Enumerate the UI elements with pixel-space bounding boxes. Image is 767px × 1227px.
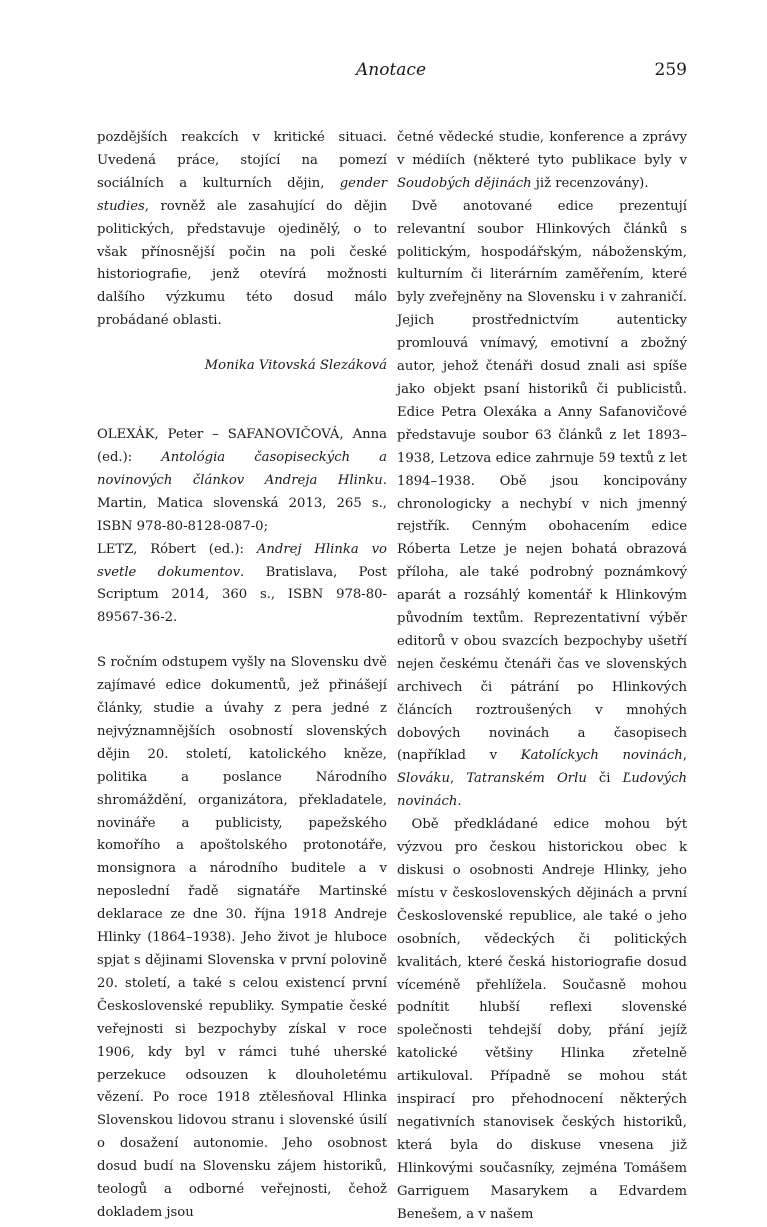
ref-publication: . Martin, Matica slovenská 2013, 265 s., ISBN 978-80-8128-087-0; bbox=[97, 472, 387, 534]
italic-term: gender studies bbox=[97, 175, 387, 214]
running-title: Anotace bbox=[356, 60, 427, 80]
text-run: pozdějších reakcích v kritické situaci. Uvedená práce, stojící na pomezí sociálních a kulturních dějin, bbox=[97, 130, 387, 191]
italic-journal: Soudobých dějinách bbox=[397, 175, 532, 191]
text-run: , bbox=[682, 748, 687, 764]
reviewer-signature: Monika Vitovská Slezáková bbox=[204, 358, 387, 374]
italic-newspaper: Slováku bbox=[397, 771, 450, 787]
paragraph-continued bbox=[397, 127, 687, 196]
bibliographic-reference-1 bbox=[97, 424, 387, 539]
text-run: již recenzovány). bbox=[531, 175, 649, 191]
paragraph-annotation-start: S ročním odstupem vyšly na Slovensku dvě zajímavé edice dokumentů, jež přinášejí články, studie a úvahy z pera jedné z nejvýznamnějších osobností slovenských dějin 20. století, katolického kněze, politika a poslance Národního shromáždění, organizátora, překladatele, novináře a publicisty, papežského komořího a apoštolského protonotáře, monsignora a národního buditele a v neposlední řadě signatáře Martinské deklarace ze dne 30. října 1918 Andreje Hlinky (1864–1938). Jeho život je hluboce spjat s dějinami Slovenska v první polovině 20. století, a také s celou existencí první Československé republiky. Sympatie české veřejnosti si bezpochyby získal v roce 1906, kdy byl v rámci tuhé uherské perzekuce odsouzen k dlouholetému vězení. Po roce 1918 ztělesňoval Hlinka Slovenskou lidovou stranu i slovenské úsilí o dosažení autonomie. Jeho osobnost dosud budí na Slovensku zájem historiků, teologů a odborné veřejnosti, čehož dokladem jsou bbox=[97, 655, 387, 1220]
ref-publication: . Bratislava, Post Scriptum 2014, 360 s., ISBN 978-80-89567-36-2. bbox=[97, 564, 387, 626]
text-run: četné vědecké studie, konference a zprávy v médiích (některé tyto publikace byly v bbox=[397, 130, 687, 168]
text-run: , bbox=[450, 771, 467, 787]
italic-newspaper: Ľudových novinách bbox=[397, 771, 687, 810]
paragraph-review-end bbox=[97, 127, 387, 333]
text-run: Dvě anotované edice prezentují relevantní soubor Hlinkových článků s politickým, hospodářským, náboženským, kulturním či literárním zaměřením, které byly zveřejněny na Slovensku i v zahraničí. Jejich prostřednictvím autenticky promlouvá vnímavý, emotivní a zbožný autor, jehož čtenáři dosud znali asi spíše jako objekt psaní historiků či publicistů. Edice Petra Olexáka a Anny Safanovičové představuje soubor 63 článků z let 1893–1938, Letzova edice zahrnuje 59 textů z let 1894–1938. Obě jsou koncipovány chronologicky a nechybí v nich jmenný rejstřík. Cenným obohacením edice Róberta Letze je nejen bohatá obrazová příloha, ale také podrobný poznámkový aparát a rozsáhlý komentář k Hlinkovým původním textům. Reprezentativní výběr editorů v obou svazcích bezpochyby ušetří nejen českému čtenáři čas ve slovenských archivech či pátrání po Hlinkových článcích roztroušených v mnohých dobových novinách a časopisech (například v bbox=[397, 198, 687, 764]
paragraph-editions bbox=[397, 196, 687, 814]
text-run: , rovněž ale zasahující do dějin politických, představuje ojedinělý, o to však přínosnější počin na poli české historiografie, jenž otevírá možnosti dalšího výzkumu této dosud málo probádané oblasti. bbox=[97, 198, 387, 329]
right-column bbox=[397, 127, 687, 1227]
left-column bbox=[97, 127, 387, 1225]
ref-authors: OLEXÁK, Peter – SAFANOVIČOVÁ, Anna (ed.): bbox=[97, 427, 387, 465]
ref-title: Andrej Hlinka vo svetle dokumentov bbox=[97, 541, 387, 580]
text-run: či bbox=[586, 771, 623, 787]
italic-newspaper: Katolíckych novinách bbox=[520, 748, 683, 764]
text-run: . bbox=[457, 794, 462, 810]
paragraph-conclusion: Obě předkládané edice mohou být výzvou pro českou historickou obec k diskusi o osobnosti Andreje Hlinky, jeho místu v československých dějinách a první Československé republice, ale také o jeho osobních, vědeckých či politických kvalitách, které česká historiografie dosud víceméně přehlížela. Současně mohou podnítit hlubší reflexi slovenské společnosti tehdejší doby, přání jejíž katolické většiny Hlinka zřetelně artikuloval. Případně se mohou stát inspirací pro přehodnocení některých negativních stanovisek českých historiků, která byla do diskuse vnesena již Hlinkovými současníky, zejména Tomášem Garriguem Masarykem a Edvardem Benešem, a v našem bbox=[397, 817, 687, 1222]
ref-title: Antológia časopiseckých a novinových článkov Andreja Hlinku bbox=[97, 449, 387, 488]
italic-newspaper: Tatranském Orlu bbox=[466, 771, 587, 787]
bibliographic-reference-2 bbox=[97, 539, 387, 631]
ref-authors: LETZ, Róbert (ed.): bbox=[97, 541, 257, 557]
page-number: 259 bbox=[654, 60, 687, 80]
